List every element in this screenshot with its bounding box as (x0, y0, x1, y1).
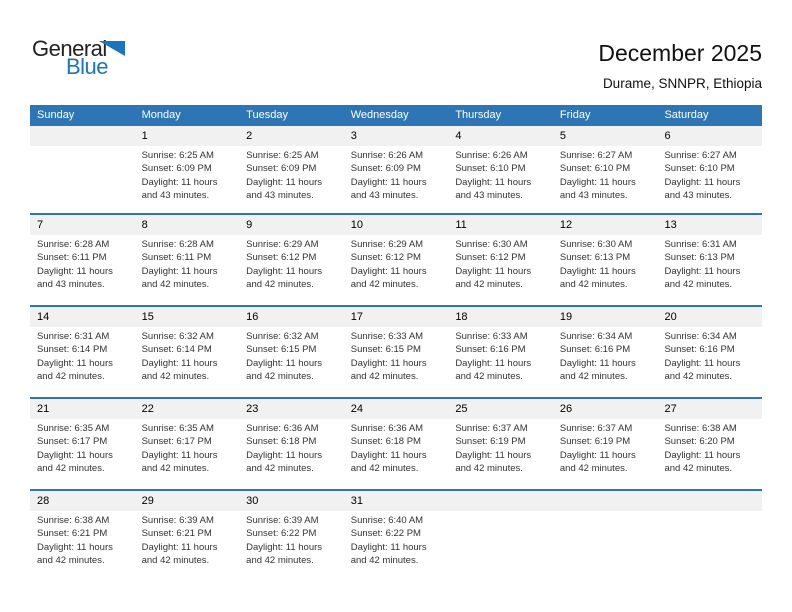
weekday-header-tuesday: Tuesday (246, 109, 288, 121)
sunset-text: Sunset: 6:22 PM (246, 528, 317, 540)
day-number: 13 (664, 219, 677, 231)
calendar-day-cell (657, 511, 762, 581)
week-row (30, 397, 762, 489)
calendar-day-cell (553, 511, 658, 581)
day-number: 14 (37, 311, 50, 323)
daylight-text: Daylight: 11 hours and 42 minutes. (246, 357, 323, 383)
sunrise-text: Sunrise: 6:33 AM (455, 331, 528, 342)
day-details-strip (30, 235, 762, 305)
weekday-header-thursday: Thursday (455, 109, 502, 121)
calendar-day-cell (657, 419, 762, 489)
sunset-text: Sunset: 6:21 PM (141, 528, 212, 540)
day-number: 30 (246, 495, 259, 507)
sunrise-text: Sunrise: 6:33 AM (350, 331, 424, 342)
daylight-text: Daylight: 11 hours and 42 minutes. (246, 541, 323, 567)
daylight-text: Daylight: 11 hours and 42 minutes. (37, 449, 113, 475)
daylight-text: Daylight: 11 hours and 42 minutes. (559, 265, 636, 291)
calendar-day-cell (657, 235, 762, 305)
calendar-day-cell (553, 235, 658, 305)
daylight-text: Daylight: 11 hours and 42 minutes. (664, 449, 741, 475)
week-row (30, 489, 762, 581)
calendar-day-cell (239, 146, 344, 213)
sunset-text: Sunset: 6:09 PM (350, 163, 421, 175)
sunrise-text: Sunrise: 6:32 AM (246, 331, 319, 342)
logo-text-general: General (32, 36, 107, 61)
sunrise-text: Sunrise: 6:36 AM (350, 423, 424, 434)
calendar-day-cell (448, 146, 553, 213)
calendar-day-cell (239, 419, 344, 489)
calendar-day-cell (135, 419, 240, 489)
calendar-day-cell (448, 419, 553, 489)
page-title: December 2025 (598, 40, 762, 66)
day-number: 10 (350, 219, 363, 231)
day-number (448, 491, 553, 511)
day-details-strip (30, 327, 762, 397)
sunset-text: Sunset: 6:16 PM (559, 344, 631, 356)
calendar-day-cell (135, 327, 240, 397)
sunset-text: Sunset: 6:19 PM (559, 436, 631, 448)
sunrise-text: Sunrise: 6:34 AM (559, 331, 633, 342)
calendar-weeks (30, 126, 762, 581)
daylight-text: Daylight: 11 hours and 43 minutes. (350, 176, 427, 202)
sunset-text: Sunset: 6:20 PM (664, 436, 735, 448)
day-number: 6 (664, 130, 671, 142)
calendar-day-cell (657, 146, 762, 213)
daylight-text: Daylight: 11 hours and 42 minutes. (455, 265, 532, 291)
daylight-text: Daylight: 11 hours and 42 minutes. (350, 449, 427, 475)
day-number: 4 (455, 130, 462, 142)
sunset-text: Sunset: 6:09 PM (246, 163, 317, 175)
calendar-day-cell (30, 419, 135, 489)
calendar-day-cell (344, 511, 449, 581)
day-number: 31 (350, 495, 363, 507)
calendar-day-cell (30, 511, 135, 581)
week-row (30, 213, 762, 305)
sunrise-text: Sunrise: 6:31 AM (664, 239, 737, 250)
day-number: 25 (455, 403, 468, 415)
calendar-day-cell (239, 327, 344, 397)
day-number: 12 (559, 219, 573, 231)
daylight-text: Daylight: 11 hours and 42 minutes. (350, 357, 427, 383)
day-number: 8 (141, 219, 148, 231)
sunset-text: Sunset: 6:16 PM (664, 344, 735, 356)
sunset-text: Sunset: 6:09 PM (141, 163, 212, 175)
weekday-header-saturday: Saturday (664, 109, 709, 121)
sunrise-text: Sunrise: 6:39 AM (246, 515, 319, 526)
day-details-strip (30, 146, 762, 213)
daylight-text: Daylight: 11 hours and 43 minutes. (141, 176, 218, 202)
daylight-text: Daylight: 11 hours and 43 minutes. (664, 176, 741, 202)
sunrise-text: Sunrise: 6:27 AM (559, 150, 633, 161)
weekday-header-sunday: Sunday (37, 109, 75, 121)
sunset-text: Sunset: 6:12 PM (455, 252, 526, 264)
sunset-text: Sunset: 6:12 PM (350, 252, 421, 264)
day-number: 21 (37, 403, 50, 415)
sunset-text: Sunset: 6:22 PM (350, 528, 421, 540)
daylight-text: Daylight: 11 hours and 42 minutes. (246, 265, 323, 291)
day-number-strip (30, 491, 762, 511)
calendar-day-cell (135, 146, 240, 213)
sunrise-text: Sunrise: 6:35 AM (37, 423, 110, 434)
calendar-day-cell (135, 511, 240, 581)
sunrise-text: Sunrise: 6:27 AM (664, 150, 737, 161)
sunrise-text: Sunrise: 6:28 AM (37, 239, 110, 250)
calendar-day-cell (448, 235, 553, 305)
calendar-day-cell (553, 146, 658, 213)
day-number: 20 (664, 311, 677, 323)
calendar-day-cell (30, 327, 135, 397)
sunset-text: Sunset: 6:12 PM (246, 252, 317, 264)
calendar-day-cell (553, 419, 658, 489)
sunrise-text: Sunrise: 6:37 AM (559, 423, 633, 434)
calendar-day-cell (344, 327, 449, 397)
calendar-day-cell (448, 511, 553, 581)
daylight-text: Daylight: 11 hours and 42 minutes. (37, 541, 113, 567)
day-number: 3 (350, 130, 357, 142)
sunrise-text: Sunrise: 6:25 AM (141, 150, 214, 161)
page-subtitle: Durame, SNNPR, Ethiopia (602, 76, 762, 91)
weekday-header-row (30, 105, 762, 126)
sunset-text: Sunset: 6:13 PM (559, 252, 631, 264)
sunrise-text: Sunrise: 6:26 AM (350, 150, 424, 161)
sunset-text: Sunset: 6:11 PM (141, 252, 212, 264)
day-number-strip (30, 399, 762, 419)
day-number-strip (30, 307, 762, 327)
calendar-day-cell (239, 235, 344, 305)
day-number: 24 (350, 403, 363, 415)
day-number: 1 (141, 130, 148, 142)
sunset-text: Sunset: 6:14 PM (141, 344, 212, 356)
sunrise-text: Sunrise: 6:39 AM (141, 515, 214, 526)
calendar-day-cell (344, 235, 449, 305)
sunrise-text: Sunrise: 6:34 AM (664, 331, 737, 342)
sunrise-text: Sunrise: 6:29 AM (350, 239, 424, 250)
sunrise-text: Sunrise: 6:29 AM (246, 239, 319, 250)
sunset-text: Sunset: 6:10 PM (559, 163, 631, 175)
day-number: 17 (350, 311, 363, 323)
day-number-strip (30, 215, 762, 235)
weekday-header-friday: Friday (559, 109, 591, 121)
weekday-header-wednesday: Wednesday (350, 109, 409, 121)
day-number: 16 (246, 311, 259, 323)
sunset-text: Sunset: 6:19 PM (455, 436, 526, 448)
sunset-text: Sunset: 6:18 PM (246, 436, 317, 448)
title-block (598, 40, 762, 91)
sunrise-text: Sunrise: 6:38 AM (37, 515, 110, 526)
general-blue-logo (32, 36, 162, 84)
sunset-text: Sunset: 6:14 PM (37, 344, 108, 356)
day-number (553, 491, 658, 511)
sunrise-text: Sunrise: 6:36 AM (246, 423, 319, 434)
sunset-text: Sunset: 6:15 PM (246, 344, 317, 356)
sunset-text: Sunset: 6:18 PM (350, 436, 421, 448)
sunrise-text: Sunrise: 6:32 AM (141, 331, 214, 342)
daylight-text: Daylight: 11 hours and 42 minutes. (141, 541, 218, 567)
calendar-day-cell (239, 511, 344, 581)
daylight-text: Daylight: 11 hours and 42 minutes. (664, 265, 741, 291)
day-number: 9 (246, 219, 253, 231)
day-number: 19 (559, 311, 573, 323)
day-number (30, 126, 135, 146)
day-number (657, 491, 762, 511)
day-number: 15 (141, 311, 154, 323)
day-number: 26 (559, 403, 573, 415)
sunset-text: Sunset: 6:10 PM (664, 163, 735, 175)
sunrise-text: Sunrise: 6:25 AM (246, 150, 319, 161)
daylight-text: Daylight: 11 hours and 43 minutes. (246, 176, 323, 202)
sunset-text: Sunset: 6:17 PM (141, 436, 212, 448)
sunset-text: Sunset: 6:16 PM (455, 344, 526, 356)
day-number: 27 (664, 403, 677, 415)
daylight-text: Daylight: 11 hours and 42 minutes. (37, 357, 113, 383)
day-number: 23 (246, 403, 259, 415)
calendar-day-cell (553, 327, 658, 397)
day-details-strip (30, 511, 762, 581)
calendar-day-cell (30, 235, 135, 305)
week-row (30, 126, 762, 213)
calendar-day-cell (344, 419, 449, 489)
daylight-text: Daylight: 11 hours and 42 minutes. (141, 449, 218, 475)
weekday-header-monday: Monday (141, 109, 181, 121)
calendar-day-cell (135, 235, 240, 305)
daylight-text: Daylight: 11 hours and 42 minutes. (141, 357, 218, 383)
calendar-day-cell (657, 327, 762, 397)
sunrise-text: Sunrise: 6:28 AM (141, 239, 214, 250)
day-number: 11 (455, 219, 467, 231)
calendar (30, 105, 762, 581)
week-row (30, 305, 762, 397)
day-number: 29 (141, 495, 154, 507)
day-number: 28 (37, 495, 50, 507)
sunrise-text: Sunrise: 6:40 AM (350, 515, 424, 526)
daylight-text: Daylight: 11 hours and 42 minutes. (455, 357, 532, 383)
logo-text-blue: Blue (66, 54, 109, 79)
sunrise-text: Sunrise: 6:30 AM (559, 239, 633, 250)
daylight-text: Daylight: 11 hours and 43 minutes. (559, 176, 636, 202)
daylight-text: Daylight: 11 hours and 42 minutes. (141, 265, 218, 291)
day-number: 7 (37, 219, 44, 231)
sunrise-text: Sunrise: 6:31 AM (37, 331, 110, 342)
daylight-text: Daylight: 11 hours and 42 minutes. (559, 449, 636, 475)
sunset-text: Sunset: 6:10 PM (455, 163, 526, 175)
day-number: 22 (141, 403, 154, 415)
sunset-text: Sunset: 6:13 PM (664, 252, 735, 264)
calendar-day-cell (448, 327, 553, 397)
daylight-text: Daylight: 11 hours and 42 minutes. (350, 265, 427, 291)
sunrise-text: Sunrise: 6:30 AM (455, 239, 528, 250)
sunset-text: Sunset: 6:21 PM (37, 528, 108, 540)
calendar-day-cell (30, 146, 135, 213)
sunrise-text: Sunrise: 6:38 AM (664, 423, 737, 434)
sunset-text: Sunset: 6:11 PM (37, 252, 107, 264)
daylight-text: Daylight: 11 hours and 42 minutes. (559, 357, 636, 383)
day-number: 5 (559, 130, 567, 142)
day-number: 18 (455, 311, 468, 323)
sunset-text: Sunset: 6:17 PM (37, 436, 108, 448)
sunrise-text: Sunrise: 6:26 AM (455, 150, 528, 161)
daylight-text: Daylight: 11 hours and 43 minutes. (455, 176, 532, 202)
sunset-text: Sunset: 6:15 PM (350, 344, 421, 356)
daylight-text: Daylight: 11 hours and 42 minutes. (664, 357, 741, 383)
day-details-strip (30, 419, 762, 489)
day-number: 2 (246, 130, 253, 142)
daylight-text: Daylight: 11 hours and 42 minutes. (350, 541, 427, 567)
daylight-text: Daylight: 11 hours and 42 minutes. (455, 449, 532, 475)
daylight-text: Daylight: 11 hours and 42 minutes. (246, 449, 323, 475)
sunrise-text: Sunrise: 6:35 AM (141, 423, 214, 434)
sunrise-text: Sunrise: 6:37 AM (455, 423, 528, 434)
calendar-day-cell (344, 146, 449, 213)
daylight-text: Daylight: 11 hours and 43 minutes. (37, 265, 113, 291)
day-number-strip (30, 126, 762, 146)
